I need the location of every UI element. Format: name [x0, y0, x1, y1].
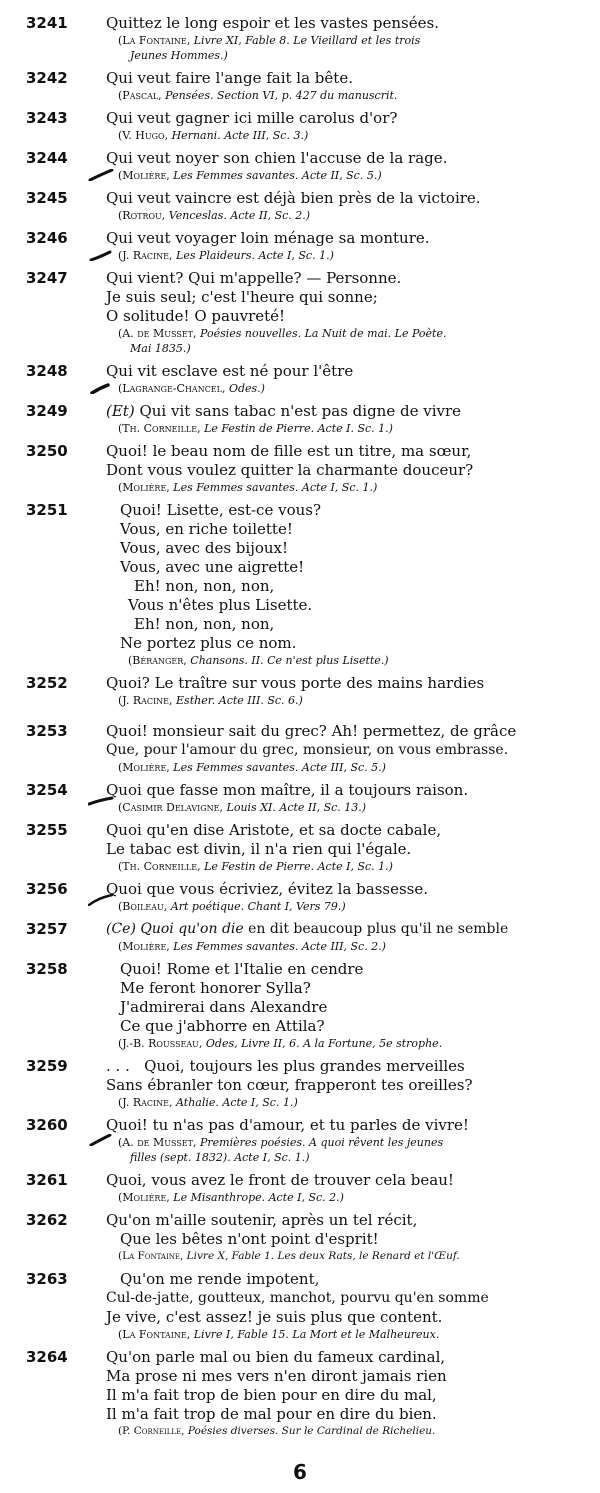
source-citation: (Rotrou, Venceslas. Acte II, Sc. 2.)	[118, 209, 311, 222]
source-citation: (Béranger, Chansons. II. Ce n'est plus Lisette.)	[128, 654, 389, 667]
entry-number: 3257	[26, 920, 68, 938]
source-author: Casimir Delavigne,	[122, 801, 224, 814]
quote-line: Qui veut voyager loin ménage sa monture.	[106, 229, 430, 247]
quote-line: Eh! non, non, non,	[134, 577, 275, 595]
quote-entry-3259	[0, 1057, 600, 1110]
entry-number: 3260	[26, 1116, 68, 1134]
quote-entry-3253	[0, 722, 600, 775]
entry-number: 3252	[26, 674, 68, 692]
source-work: Odes, Livre II, 6. A la Fortune, 5e strophe.	[205, 1037, 443, 1050]
entry-number: 3259	[26, 1057, 68, 1075]
quote-line	[106, 402, 600, 421]
source-author: La Fontaine,	[122, 1328, 191, 1341]
source-author: Lagrange-Chancel,	[122, 382, 226, 395]
quote-line: Eh! non, non, non,	[134, 615, 275, 633]
quote-line: . . . Quoi, toujours les plus grandes merveilles	[106, 1057, 465, 1075]
quote-line: Quittez le long espoir et les vastes pensées.	[106, 14, 439, 32]
source-citation: (A. de Musset, Premières poésies. A quoi rêvent les jeunes	[118, 1136, 444, 1149]
entry-number: 3263	[26, 1270, 68, 1288]
quote-entry-3245	[0, 189, 600, 223]
quote-entry-3251	[0, 501, 600, 668]
source-work: Les Femmes savantes. Acte II, Sc. 5.)	[173, 169, 382, 182]
source-author: Molière,	[122, 169, 170, 182]
pen-mark-icon	[88, 795, 114, 807]
source-citation: (Molière, Les Femmes savantes. Acte I, Sc. 1.)	[118, 481, 378, 494]
quote-entry-3260	[0, 1116, 600, 1165]
quote-line: Vous n'êtes plus Lisette.	[128, 596, 313, 614]
source-work: Livre XI, Fable 8. Le Vieillard et les trois	[193, 34, 421, 47]
quote-prefix: (Ce) Quoi qu'on die	[106, 921, 244, 937]
quote-entry-3247	[0, 269, 600, 356]
source-author: V. Hugo,	[122, 129, 169, 142]
pen-mark-icon	[88, 249, 114, 261]
source-author: J. Racine,	[122, 694, 173, 707]
quote-line: Qui vit esclave est né pour l'être	[106, 362, 354, 380]
quote-line: Dont vous voulez quitter la charmante douceur?	[106, 461, 474, 479]
quote-entry-3255	[0, 821, 600, 874]
entry-number: 3254	[26, 781, 68, 799]
entry-number: 3243	[26, 109, 68, 127]
pen-mark-icon	[88, 894, 114, 906]
source-author: Boileau,	[122, 900, 168, 913]
pen-mark-icon	[88, 382, 114, 394]
source-citation: (La Fontaine, Livre XI, Fable 8. Le Vieillard et les trois	[118, 34, 421, 47]
source-work: Athalie. Acte I, Sc. 1.)	[176, 1096, 298, 1109]
source-citation: (Molière, Les Femmes savantes. Acte III, Sc. 5.)	[118, 761, 386, 774]
quote-entry-3264	[0, 1348, 600, 1439]
source-work: Chansons. II. Ce n'est plus Lisette.)	[190, 654, 389, 667]
source-continuation: filles (sept. 1832). Acte I, Sc. 1.)	[130, 1151, 310, 1164]
quote-line: Quoi, vous avez le front de trouver cela beau!	[106, 1171, 454, 1189]
source-author: A. de Musset,	[122, 327, 197, 340]
source-citation: (Th. Corneille, Le Festin de Pierre. Acte I, Sc. 1.)	[118, 860, 393, 873]
source-work: Le Festin de Pierre. Acte I. Sc. 1.)	[204, 422, 393, 435]
quote-line: Qui vient? Qui m'appelle? — Personne.	[106, 269, 402, 287]
entry-number: 3258	[26, 960, 68, 978]
source-citation: (V. Hugo, Hernani. Acte III, Sc. 3.)	[118, 129, 309, 142]
quote-line: Quoi! Lisette, est-ce vous?	[120, 501, 322, 519]
source-citation: (Molière, Le Misanthrope. Acte I, Sc. 2.)	[118, 1191, 344, 1204]
source-work: Louis XI. Acte II, Sc. 13.)	[226, 801, 367, 814]
quote-entry-3254	[0, 781, 600, 815]
source-citation: (Boileau, Art poétique. Chant I, Vers 79.)	[118, 900, 346, 913]
quote-line: Le tabac est divin, il n'a rien qui l'égale.	[106, 840, 412, 858]
source-citation: (P. Corneille, Poésies diverses. Sur le Cardinal de Richelieu.	[118, 1425, 436, 1437]
quote-line	[106, 920, 600, 939]
entry-number: 3244	[26, 149, 68, 167]
quote-line: Je suis seul; c'est l'heure qui sonne;	[106, 288, 378, 306]
source-citation: (Lagrange-Chancel, Odes.)	[118, 382, 265, 395]
source-work: Poésies diverses. Sur le Cardinal de Richelieu.	[187, 1425, 436, 1437]
entry-number: 3262	[26, 1211, 68, 1229]
source-citation: (J. Racine, Esther. Acte III. Sc. 6.)	[118, 694, 303, 707]
quote-entry-3241	[0, 14, 600, 63]
source-work: Venceslas. Acte II, Sc. 2.)	[168, 209, 311, 222]
entry-number: 3256	[26, 880, 68, 898]
entry-number: 3253	[26, 722, 68, 740]
source-author: A. de Musset,	[122, 1136, 197, 1149]
source-author: Molière,	[122, 481, 170, 494]
quote-line: Vous, en riche toilette!	[120, 520, 293, 538]
source-work: Livre I, Fable 15. La Mort et le Malheureux.	[193, 1328, 440, 1341]
source-author: La Fontaine,	[122, 1250, 184, 1262]
entry-number: 3245	[26, 189, 68, 207]
page-number: 6	[293, 1460, 307, 1484]
pen-mark-icon	[88, 169, 114, 181]
source-author: La Fontaine,	[122, 34, 191, 47]
entry-number: 3261	[26, 1171, 68, 1189]
source-work: Premières poésies. A quoi rêvent les jeunes	[199, 1136, 444, 1149]
quote-line: Quoi! tu n'as pas d'amour, et tu parles de vivre!	[106, 1116, 469, 1134]
quote-line: Il m'a fait trop de mal pour en dire du bien.	[106, 1405, 437, 1423]
quote-entry-3261	[0, 1171, 600, 1205]
source-work: Les Femmes savantes. Acte III, Sc. 2.)	[173, 940, 386, 953]
source-citation: (J.-B. Rousseau, Odes, Livre II, 6. A la Fortune, 5e strophe.	[118, 1037, 443, 1050]
source-citation: (J. Racine, Les Plaideurs. Acte I, Sc. 1.)	[118, 249, 334, 262]
quote-line: Qui veut faire l'ange fait la bête.	[106, 69, 353, 87]
source-continuation: Mai 1835.)	[130, 342, 191, 355]
quote-line: Quoi? Le traître sur vous porte des mains hardies	[106, 674, 485, 692]
quote-line: Qu'on me rende impotent,	[120, 1270, 320, 1288]
quote-entry-3263	[0, 1270, 600, 1342]
quote-line: Ce que j'abhorre en Attila?	[120, 1017, 325, 1035]
page	[0, 14, 600, 1445]
quote-entry-3258	[0, 960, 600, 1051]
source-citation: (La Fontaine, Livre X, Fable 1. Les deux Rats, le Renard et l'Œuf.	[118, 1250, 460, 1262]
source-work: Odes.)	[228, 382, 265, 395]
quote-line: Quoi que fasse mon maître, il a toujours raison.	[106, 781, 469, 799]
source-citation: (Th. Corneille, Le Festin de Pierre. Acte I. Sc. 1.)	[118, 422, 393, 435]
quote-entry-3246	[0, 229, 600, 263]
source-work: Pensées. Section VI, p. 427 du manuscrit.	[165, 89, 398, 102]
source-author: Molière,	[122, 940, 170, 953]
quote-line: Qui veut noyer son chien l'accuse de la rage.	[106, 149, 448, 167]
quote-text: Qui vit sans tabac n'est pas digne de vivre	[139, 402, 462, 420]
source-author: Th. Corneille,	[122, 422, 201, 435]
source-author: J. Racine,	[122, 1096, 173, 1109]
source-work: Le Festin de Pierre. Acte I, Sc. 1.)	[204, 860, 393, 873]
entry-number: 3247	[26, 269, 68, 287]
source-work: Les Plaideurs. Acte I, Sc. 1.)	[176, 249, 334, 262]
quote-line: Quoi qu'en dise Aristote, et sa docte cabale,	[106, 821, 442, 839]
source-citation: (Pascal, Pensées. Section VI, p. 427 du manuscrit.	[118, 89, 398, 102]
quote-line: Qui veut gagner ici mille carolus d'or?	[106, 109, 398, 127]
quote-line: Qu'on parle mal ou bien du fameux cardinal,	[106, 1348, 446, 1366]
source-author: Pascal,	[122, 89, 162, 102]
source-citation: (A. de Musset, Poésies nouvelles. La Nuit de mai. Le Poète.	[118, 327, 447, 340]
quote-entry-3252	[0, 674, 600, 708]
source-author: Molière,	[122, 761, 170, 774]
quote-line: Quoi que vous écriviez, évitez la bassesse.	[106, 880, 429, 898]
quote-line: Quoi! Rome et l'Italie en cendre	[120, 960, 364, 978]
source-author: J.-B. Rousseau,	[122, 1037, 203, 1050]
entry-number: 3246	[26, 229, 68, 247]
quote-line: Quoi! le beau nom de fille est un titre, ma sœur,	[106, 442, 472, 460]
source-citation: (J. Racine, Athalie. Acte I, Sc. 1.)	[118, 1096, 298, 1109]
source-work: Art poétique. Chant I, Vers 79.)	[170, 900, 346, 913]
entry-number: 3249	[26, 402, 68, 420]
entry-number: 3248	[26, 362, 68, 380]
quote-line: Sans ébranler ton cœur, frapperont tes oreilles?	[106, 1076, 473, 1094]
quote-line: Ma prose ni mes vers n'en diront jamais rien	[106, 1367, 447, 1385]
quote-line: Que les bêtes n'ont point d'esprit!	[120, 1230, 379, 1248]
quote-line: Il m'a fait trop de bien pour en dire du mal,	[106, 1386, 437, 1404]
source-author: Béranger,	[132, 654, 187, 667]
source-work: Livre X, Fable 1. Les deux Rats, le Renard et l'Œuf.	[186, 1250, 460, 1262]
quote-line: J'admirerai dans Alexandre	[120, 998, 328, 1016]
source-work: Poésies nouvelles. La Nuit de mai. Le Poète.	[199, 327, 447, 340]
entry-number: 3242	[26, 69, 68, 87]
quote-line: Qu'on m'aille soutenir, après un tel récit,	[106, 1211, 418, 1229]
source-author: P. Corneille,	[122, 1425, 185, 1437]
quote-entry-3244	[0, 149, 600, 183]
quote-line: Qui veut vaincre est déjà bien près de la victoire.	[106, 189, 481, 207]
quote-entry-3256	[0, 880, 600, 914]
quote-line: Cul-de-jatte, goutteux, manchot, pourvu qu'en somme	[106, 1290, 489, 1306]
quote-entry-3248	[0, 362, 600, 396]
source-work: Les Femmes savantes. Acte I, Sc. 1.)	[173, 481, 378, 494]
quote-text: en dit beaucoup plus qu'il ne semble	[248, 921, 509, 937]
quote-line: Je vive, c'est assez! je suis plus que content.	[106, 1308, 443, 1326]
source-work: Esther. Acte III. Sc. 6.)	[176, 694, 303, 707]
entry-number: 3255	[26, 821, 68, 839]
source-author: Molière,	[122, 1191, 170, 1204]
source-citation: (Casimir Delavigne, Louis XI. Acte II, Sc. 13.)	[118, 801, 367, 814]
quote-line: Vous, avec une aigrette!	[120, 558, 305, 576]
source-author: Th. Corneille,	[122, 860, 201, 873]
quote-line: Quoi! monsieur sait du grec? Ah! permettez, de grâce	[106, 722, 517, 740]
source-work: Le Misanthrope. Acte I, Sc. 2.)	[173, 1191, 344, 1204]
source-citation: (Molière, Les Femmes savantes. Acte II, Sc. 5.)	[118, 169, 382, 182]
source-continuation: Jeunes Hommes.)	[130, 49, 228, 62]
quote-entry-3257	[0, 920, 600, 954]
source-citation: (La Fontaine, Livre I, Fable 15. La Mort et le Malheureux.	[118, 1328, 440, 1341]
source-citation: (Molière, Les Femmes savantes. Acte III, Sc. 2.)	[118, 940, 386, 953]
quote-prefix: (Et)	[106, 402, 135, 420]
quote-line: O solitude! O pauvreté!	[106, 307, 286, 325]
quote-entry-3250	[0, 442, 600, 495]
quote-entry-3242	[0, 69, 600, 103]
pen-mark-icon	[88, 1134, 114, 1146]
quote-line: Que, pour l'amour du grec, monsieur, on vous embrasse.	[106, 742, 509, 758]
entry-number: 3251	[26, 501, 68, 519]
quote-entry-3243	[0, 109, 600, 143]
source-author: J. Racine,	[122, 249, 173, 262]
source-author: Rotrou,	[122, 209, 166, 222]
quote-entry-3249	[0, 402, 600, 436]
quote-line: Me feront honorer Sylla?	[120, 979, 311, 997]
entry-number: 3264	[26, 1348, 68, 1366]
source-work: Hernani. Acte III, Sc. 3.)	[171, 129, 309, 142]
quote-line: Ne portez plus ce nom.	[120, 634, 297, 652]
entry-number: 3250	[26, 442, 68, 460]
source-work: Les Femmes savantes. Acte III, Sc. 5.)	[173, 761, 386, 774]
quote-line: Vous, avec des bijoux!	[120, 539, 289, 557]
quote-entry-3262	[0, 1211, 600, 1264]
entry-number: 3241	[26, 14, 68, 32]
